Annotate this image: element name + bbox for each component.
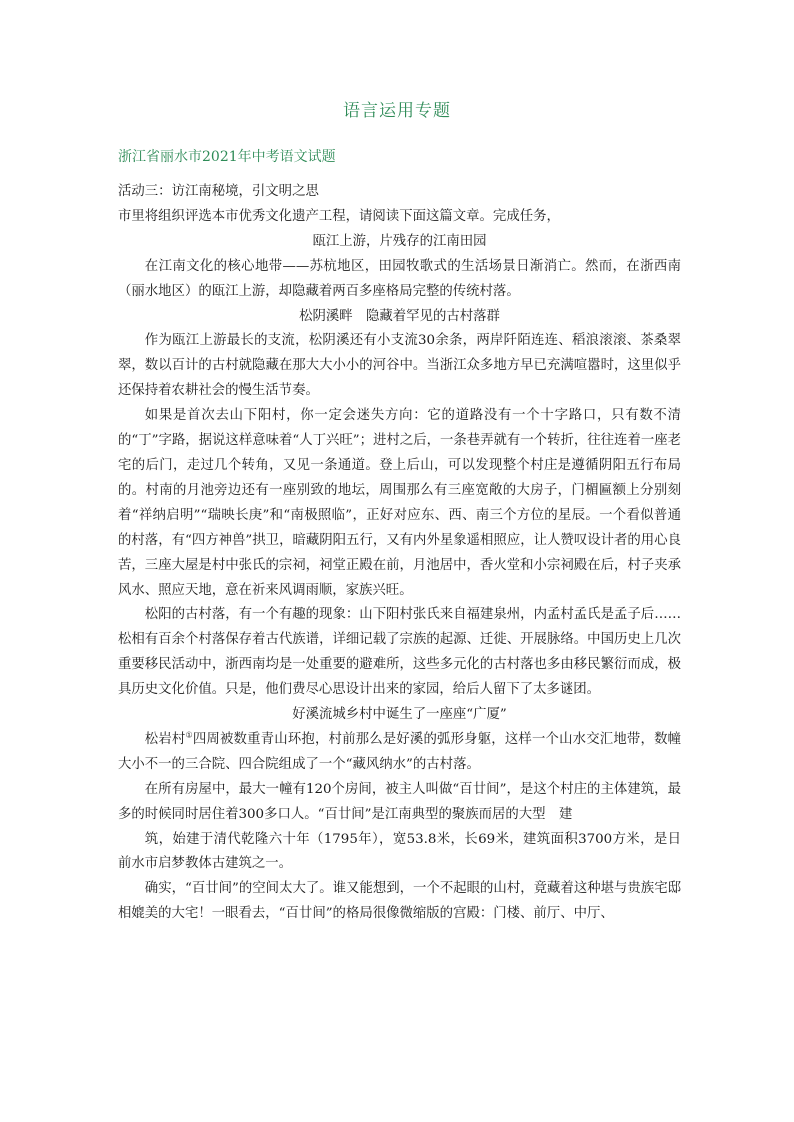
exam-source: 浙江省丽水市2021年中考语文试题 bbox=[118, 149, 336, 165]
paragraph-1: 在江南文化的核心地带——苏杭地区，田园牧歌式的生活场景日渐消亡。然而，在浙西南（丽水地区）的瓯江上游，却隐藏着两百多座格局完整的传统村落。 bbox=[118, 258, 681, 299]
intro-text: 市里将组织评选本市优秀文化遗产工程，请阅读下面这篇文章。完成任务， bbox=[118, 208, 560, 224]
section-heading-3: 好溪流城乡村中诞生了一座座“广厦” bbox=[292, 707, 507, 723]
activity-heading: 活动三：访江南秘境，引文明之思 bbox=[118, 184, 319, 199]
article-body bbox=[118, 180, 681, 927]
paragraph-2: 作为瓯江上游最长的支流，松阴溪还有小支流30余条，两岸阡陌连连、稻浪滚滚、茶桑翠翠，数以百计的古村就隐藏在那大大小小的河谷中。当浙江众多地方早已充满喧嚣时，这里似乎还保持着农耕社会的慢生活节奏。 bbox=[118, 333, 681, 399]
section-heading-2: 松阴溪畔 隐藏着罕见的古村落群 bbox=[299, 308, 500, 324]
paragraph-5-start: 松岩村 bbox=[144, 731, 186, 747]
paragraph-6: 在所有房屋中，最大一幢有120个房间，被主人叫做“百廿间”，是这个村庄的主体建筑，最多的时候同时居住着300多口人。“百廿间”是江南典型的聚族而居的大型 建 bbox=[118, 781, 681, 822]
paragraph-3: 如果是首次去山下阳村，你一定会迷失方向：它的道路没有一个十字路口，只有数不清的“丁”字路，据说这样意味着“人丁兴旺”；进村之后，一条巷弄就有一个转折，往往连着一座老宅的后门，走过几个转角，又见一条通道。登上后山，可以发现整个村庄是遵循阴阳五行布局的。村南的月池旁边还有一座别致的地坛，周围那么有三座宽敞的大房子，门楣匾额上分别刻着“祥纳启明”“瑞映长庚”和“南极照临”，正好对应东、西、南三个方位的星辰。一个看似普通的村落，有“四方神兽”拱卫，暗藏阴阳五行，又有内外星象遥相照应，让人赞叹设计者的用心良苦，三座大屋是村中张氏的宗祠，祠堂正殿在前，月池居中，香火堂和小宗祠殿在后，村子夹承风水、照应天地，意在祈来风调雨顺，家族兴旺。 bbox=[118, 408, 682, 598]
paragraph-5 bbox=[118, 728, 681, 778]
footnote-marker: ① bbox=[185, 730, 193, 740]
paragraph-8: 确实，“百廿间”的空间太大了。谁又能想到，一个不起眼的山村，竟藏着这种堪与贵族宅邸相媲美的大宅！一眼看去，“百廿间”的格局很像微缩版的宫殿：门楼、前厅、中厅、 bbox=[118, 881, 681, 922]
page-title: 语言运用专题 bbox=[343, 101, 451, 121]
paragraph-5-rest: 四周被数重青山环抱，村前那么是好溪的弧形身躯，这样一个山水交汇地带，数幢大小不一的三合院、四合院组成了一个“藏风纳水”的古村落。 bbox=[118, 731, 682, 772]
section-heading-1: 瓯江上游，片残存的江南田园 bbox=[312, 233, 487, 249]
paragraph-7: 筑，始建于清代乾隆六十年（1795年），宽53.8米，长69米，建筑面积3700方米，是日前水市启梦教体古建筑之一。 bbox=[118, 831, 681, 872]
paragraph-4: 松阳的古村落，有一个有趣的现象：山下阳村张氏来自福建泉州，内孟村孟氏是孟子后……松相有百余个村落保存着古代族谱，详细记载了宗族的起源、迁徙、开展脉络。中国历史上几次重要移民活动中，浙西南均是一处重要的避难所，这些多元化的古村落也多由移民繁衍而成，极具历史文化价值。只是，他们费尽心思设计出来的家园，给后人留下了太多谜团。 bbox=[118, 607, 681, 698]
